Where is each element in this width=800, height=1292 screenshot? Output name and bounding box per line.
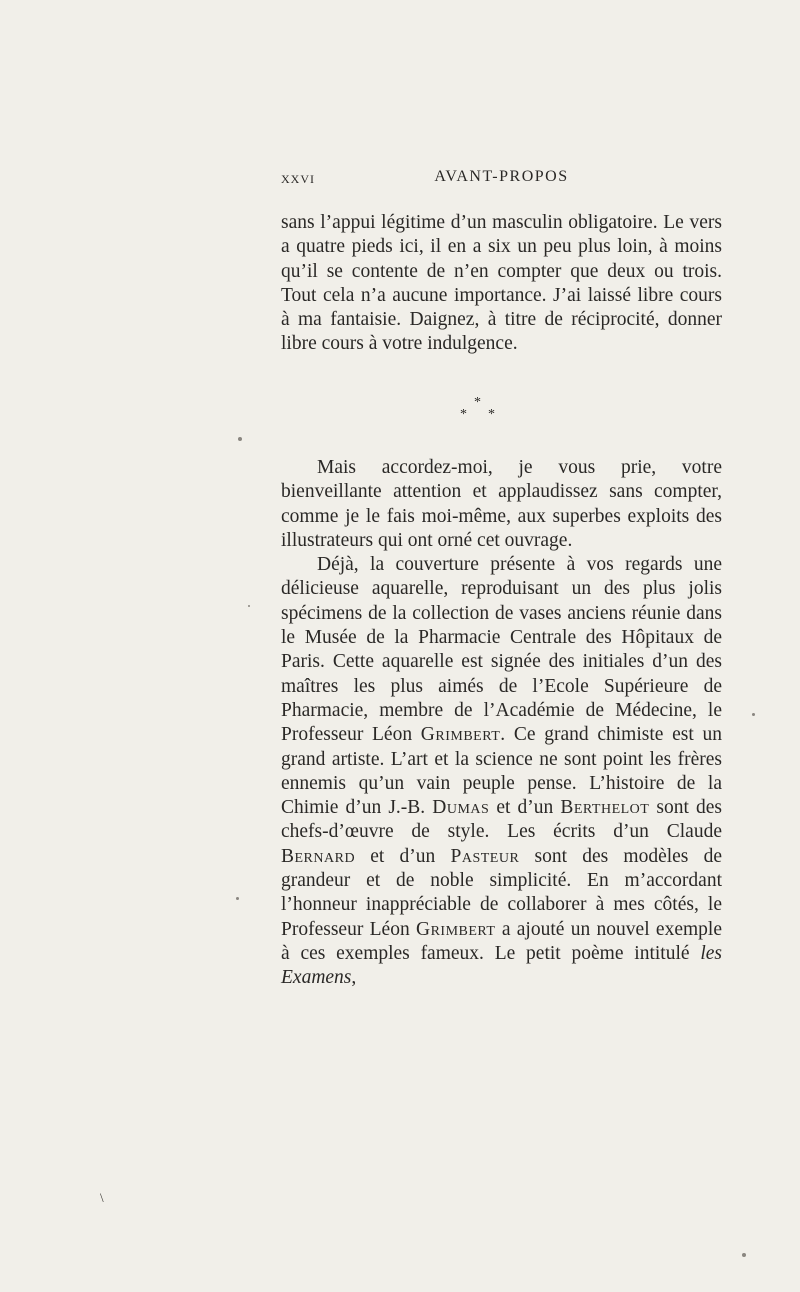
author-name: Dumas <box>432 797 490 819</box>
paper-speck <box>248 605 250 607</box>
asterism-star: * <box>460 407 467 422</box>
text-run: sont des modèles de grandeur et de noble simplicité. En m’accordant l’honneur inappréciable de collaborer à mes côtés, le Professeur Léon <box>281 845 722 940</box>
poem-title: les Examens <box>281 942 722 989</box>
paper-speck <box>752 713 755 716</box>
text-run: et d’un <box>355 845 451 867</box>
text-run: . Ce grand chimiste est un grand artiste. L’art et la science ne sont point les frères ennemis qu’un vain peuple pense. L’histoire de la Chimie d’un J.-B. <box>281 724 722 819</box>
author-name: Bernard <box>281 845 356 867</box>
running-head <box>281 168 722 190</box>
paper-speck <box>742 1253 746 1257</box>
author-name: Grimbert <box>416 918 496 940</box>
text-run: Déjà, la couverture présente à vos regards une délicieuse aquarelle, reproduisant un des plus jolis spécimens de la collection de vases anciens réunie dans le Musée de la Pharmacie Centrale des Hôpitaux de Paris. Cette aquarelle est signée des initiales d’un des maîtres les plus aimés de l’Ecole Supérieure de Pharmacie, membre de l’Académie de Médecine, le Professeur Léon <box>281 554 722 746</box>
text-run: , <box>351 967 357 989</box>
margin-mark: \ <box>100 1190 104 1205</box>
asterism-star: * <box>488 407 495 422</box>
running-title: AVANT-PROPOS <box>434 168 569 185</box>
paragraph-continuation: sans l’appui légitime d’un masculin obligatoire. Le vers a quatre pieds ici, il en a six un peu plus loin, à moins qu’il se contente de n’en compter que deux ou trois. Tout cela n’a aucune importance. J’ai laissé libre cours à ma fantaisie. Daignez, à titre de réciprocité, donner libre cours à votre indulgence. <box>281 212 722 355</box>
text-run: sont des chefs-d’œuvre de style. Les écrits d’un Claude <box>281 797 723 843</box>
page-number: XXVI <box>281 172 315 186</box>
text-run: et d’un <box>489 797 561 819</box>
asterism-star: * <box>474 395 481 410</box>
author-name: Berthelot <box>560 797 650 819</box>
paper-speck <box>236 897 239 900</box>
author-name: Pasteur <box>450 845 520 867</box>
text-block-top <box>281 211 722 357</box>
author-name: Grimbert <box>420 724 501 746</box>
paper-speck <box>238 437 242 441</box>
text-run: a ajouté un nouvel exemple à ces exemples fameux. Le petit poème intitulé <box>281 918 722 964</box>
paragraph-illustrators: Mais accordez-moi, je vous prie, votre bienveillante attention et applaudissez sans compter, comme je le fais moi-même, aux superbes exploits des illustrateurs qui ont orné cet ouvrage. <box>281 457 722 551</box>
text-block-main <box>281 456 722 991</box>
asterism-separator <box>448 396 508 426</box>
paragraph-cover <box>281 553 722 990</box>
